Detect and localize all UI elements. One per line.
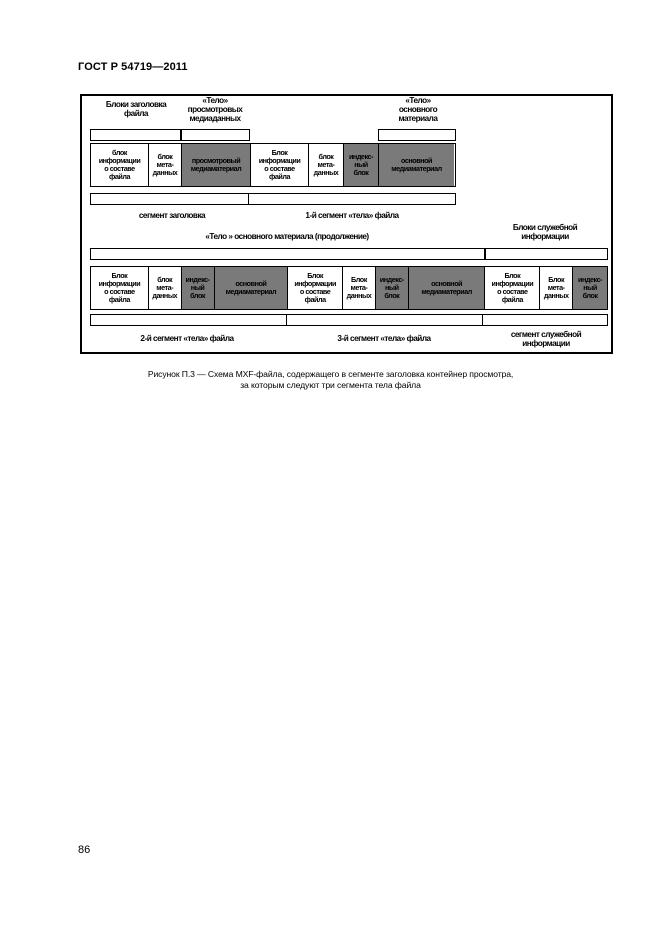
bar-divider — [180, 129, 182, 141]
figure-caption — [0, 369, 661, 391]
bar-service-segment-bottom — [482, 314, 608, 326]
mxf-diagram — [80, 94, 613, 354]
row1-cell-0: блок информации о составе файла — [91, 144, 149, 186]
row1-cell-3: Блок информации о составе файла — [251, 144, 309, 186]
row1-cell-6: основной медиаматериал — [379, 144, 454, 186]
row2-cell-7: основной медиаматериал — [409, 267, 486, 309]
row2-cell-2: индекс- ный блок — [182, 267, 215, 309]
row2-cell-1: блок мета- данных — [149, 267, 182, 309]
label-body-segment-1: 1-й сегмент «тела» файла — [305, 211, 399, 220]
row2-cell-8: Блок информации о составе файла — [485, 267, 540, 309]
row2-cell-0: Блок информации о составе файла — [91, 267, 149, 309]
document-header: ГОСТ Р 54719—2011 — [78, 61, 188, 73]
bar-row2-top — [90, 248, 608, 260]
bar-row2-top-divider — [484, 248, 486, 260]
label-body-segment-2: 2-й сегмент «тела» файла — [140, 334, 234, 343]
bar-body-segment-3-bottom — [286, 314, 484, 326]
label-preview-body: «Тело» просмотровых медиаданных — [187, 96, 243, 123]
row1-cell-4: блок мета- данных — [309, 144, 344, 186]
row1-cell-5: индекс- ный блок — [344, 144, 379, 186]
bar-body-segment-2-bottom — [90, 314, 288, 326]
label-main-body-continued: «Тело » основного материала (продолжение) — [205, 232, 369, 241]
bar-header-segment-bottom — [90, 193, 250, 205]
row2-blocks — [90, 266, 608, 310]
bar-main-body-top — [378, 129, 456, 141]
label-service-segment: сегмент служебной информации — [510, 330, 582, 348]
label-main-body: «Тело» основного материала — [398, 96, 438, 123]
row1-cell-1: блок мета- данных — [149, 144, 182, 186]
row1-cell-2: просмотровый медиаматериал — [182, 144, 251, 186]
page-number: 86 — [78, 844, 91, 856]
caption-line-2: за которым следуют три сегмента тела файла — [240, 380, 421, 390]
bar-header-segment-top — [90, 129, 250, 141]
label-body-segment-3: 3-й сегмент «тела» файла — [337, 334, 431, 343]
row2-cell-6: индекс- ный блок — [376, 267, 409, 309]
caption-line-1: Рисунок П.3 — Схема MXF-файла, содержащего в сегменте заголовка контейнер просмотра, — [147, 369, 514, 379]
bar-body-segment-1-bottom — [248, 193, 456, 205]
row2-cell-10: индекс- ный блок — [573, 267, 607, 309]
row2-cell-9: Блок мета- данных — [540, 267, 573, 309]
row2-cell-4: Блок информации о составе файла — [288, 267, 343, 309]
label-header-segment: сегмент заголовка — [138, 211, 206, 220]
label-header-blocks: Блоки заголовка файла — [105, 100, 167, 118]
label-service-blocks: Блоки служебной информации — [512, 223, 578, 241]
row1-blocks — [90, 143, 456, 187]
row2-cell-5: Блок мета- данных — [343, 267, 376, 309]
row2-cell-3: основной медиаматериал — [215, 267, 289, 309]
